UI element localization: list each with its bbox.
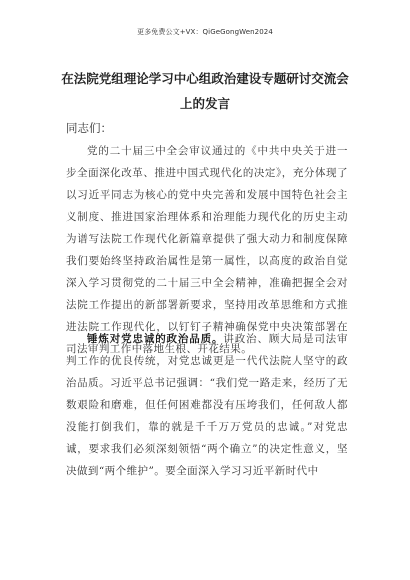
header-note: 更多免费公文+VX：QiGeGongWen2024 <box>137 28 273 36</box>
paragraph-1-text: 党的二十届三中全会审议通过的《中共中央关于进一步全面深化改革、推进中国式现代化的决定》，充分体现了以习近平同志为核心的党中央完善和发展中国特色社会主义制度、推进国家治理体系和治理能力现代化的历史主动为谱写法院工作现代化新篇章提供了强大动力和制度保障我们要始终坚持政治属性是第一属性，以高度的政治自觉深入学习贯彻党的二十届三中全会精神，准确把握全会对法院工作提出的新部署新要求，坚持用改革思维和方式推进法院工作现代化，以钉钉子精神确保党中央决策部署在司法审判工作中落地生根、开花结果。 <box>66 145 348 355</box>
paragraph-2 <box>66 328 348 482</box>
salutation: 同志们： <box>66 121 112 135</box>
paragraph-2-text: 讲政治、顾大局是司法审判工作的优良传统，对党忠诚更是一代代法院人坚守的政治品质。习近平总书记强调：“我们党一路走来，经历了无数艰险和磨难，但任何困难都没有压垮我们，任何敌人都没能打倒我们，靠的就是千千万万党员的忠诚。”对党忠诚，要求我们必须深刻领悟“两个确立”的决定性意义，坚决做到“两个维护”。要全面深入学习习近平新时代中 <box>66 333 348 477</box>
document-title: 在法院党组理论学习中心组政治建设专题研讨交流会上的发言 <box>61 71 349 111</box>
paragraph-2-lead: 锤炼对党忠诚的政治品质。 <box>87 333 224 345</box>
paragraph-1 <box>66 140 348 360</box>
